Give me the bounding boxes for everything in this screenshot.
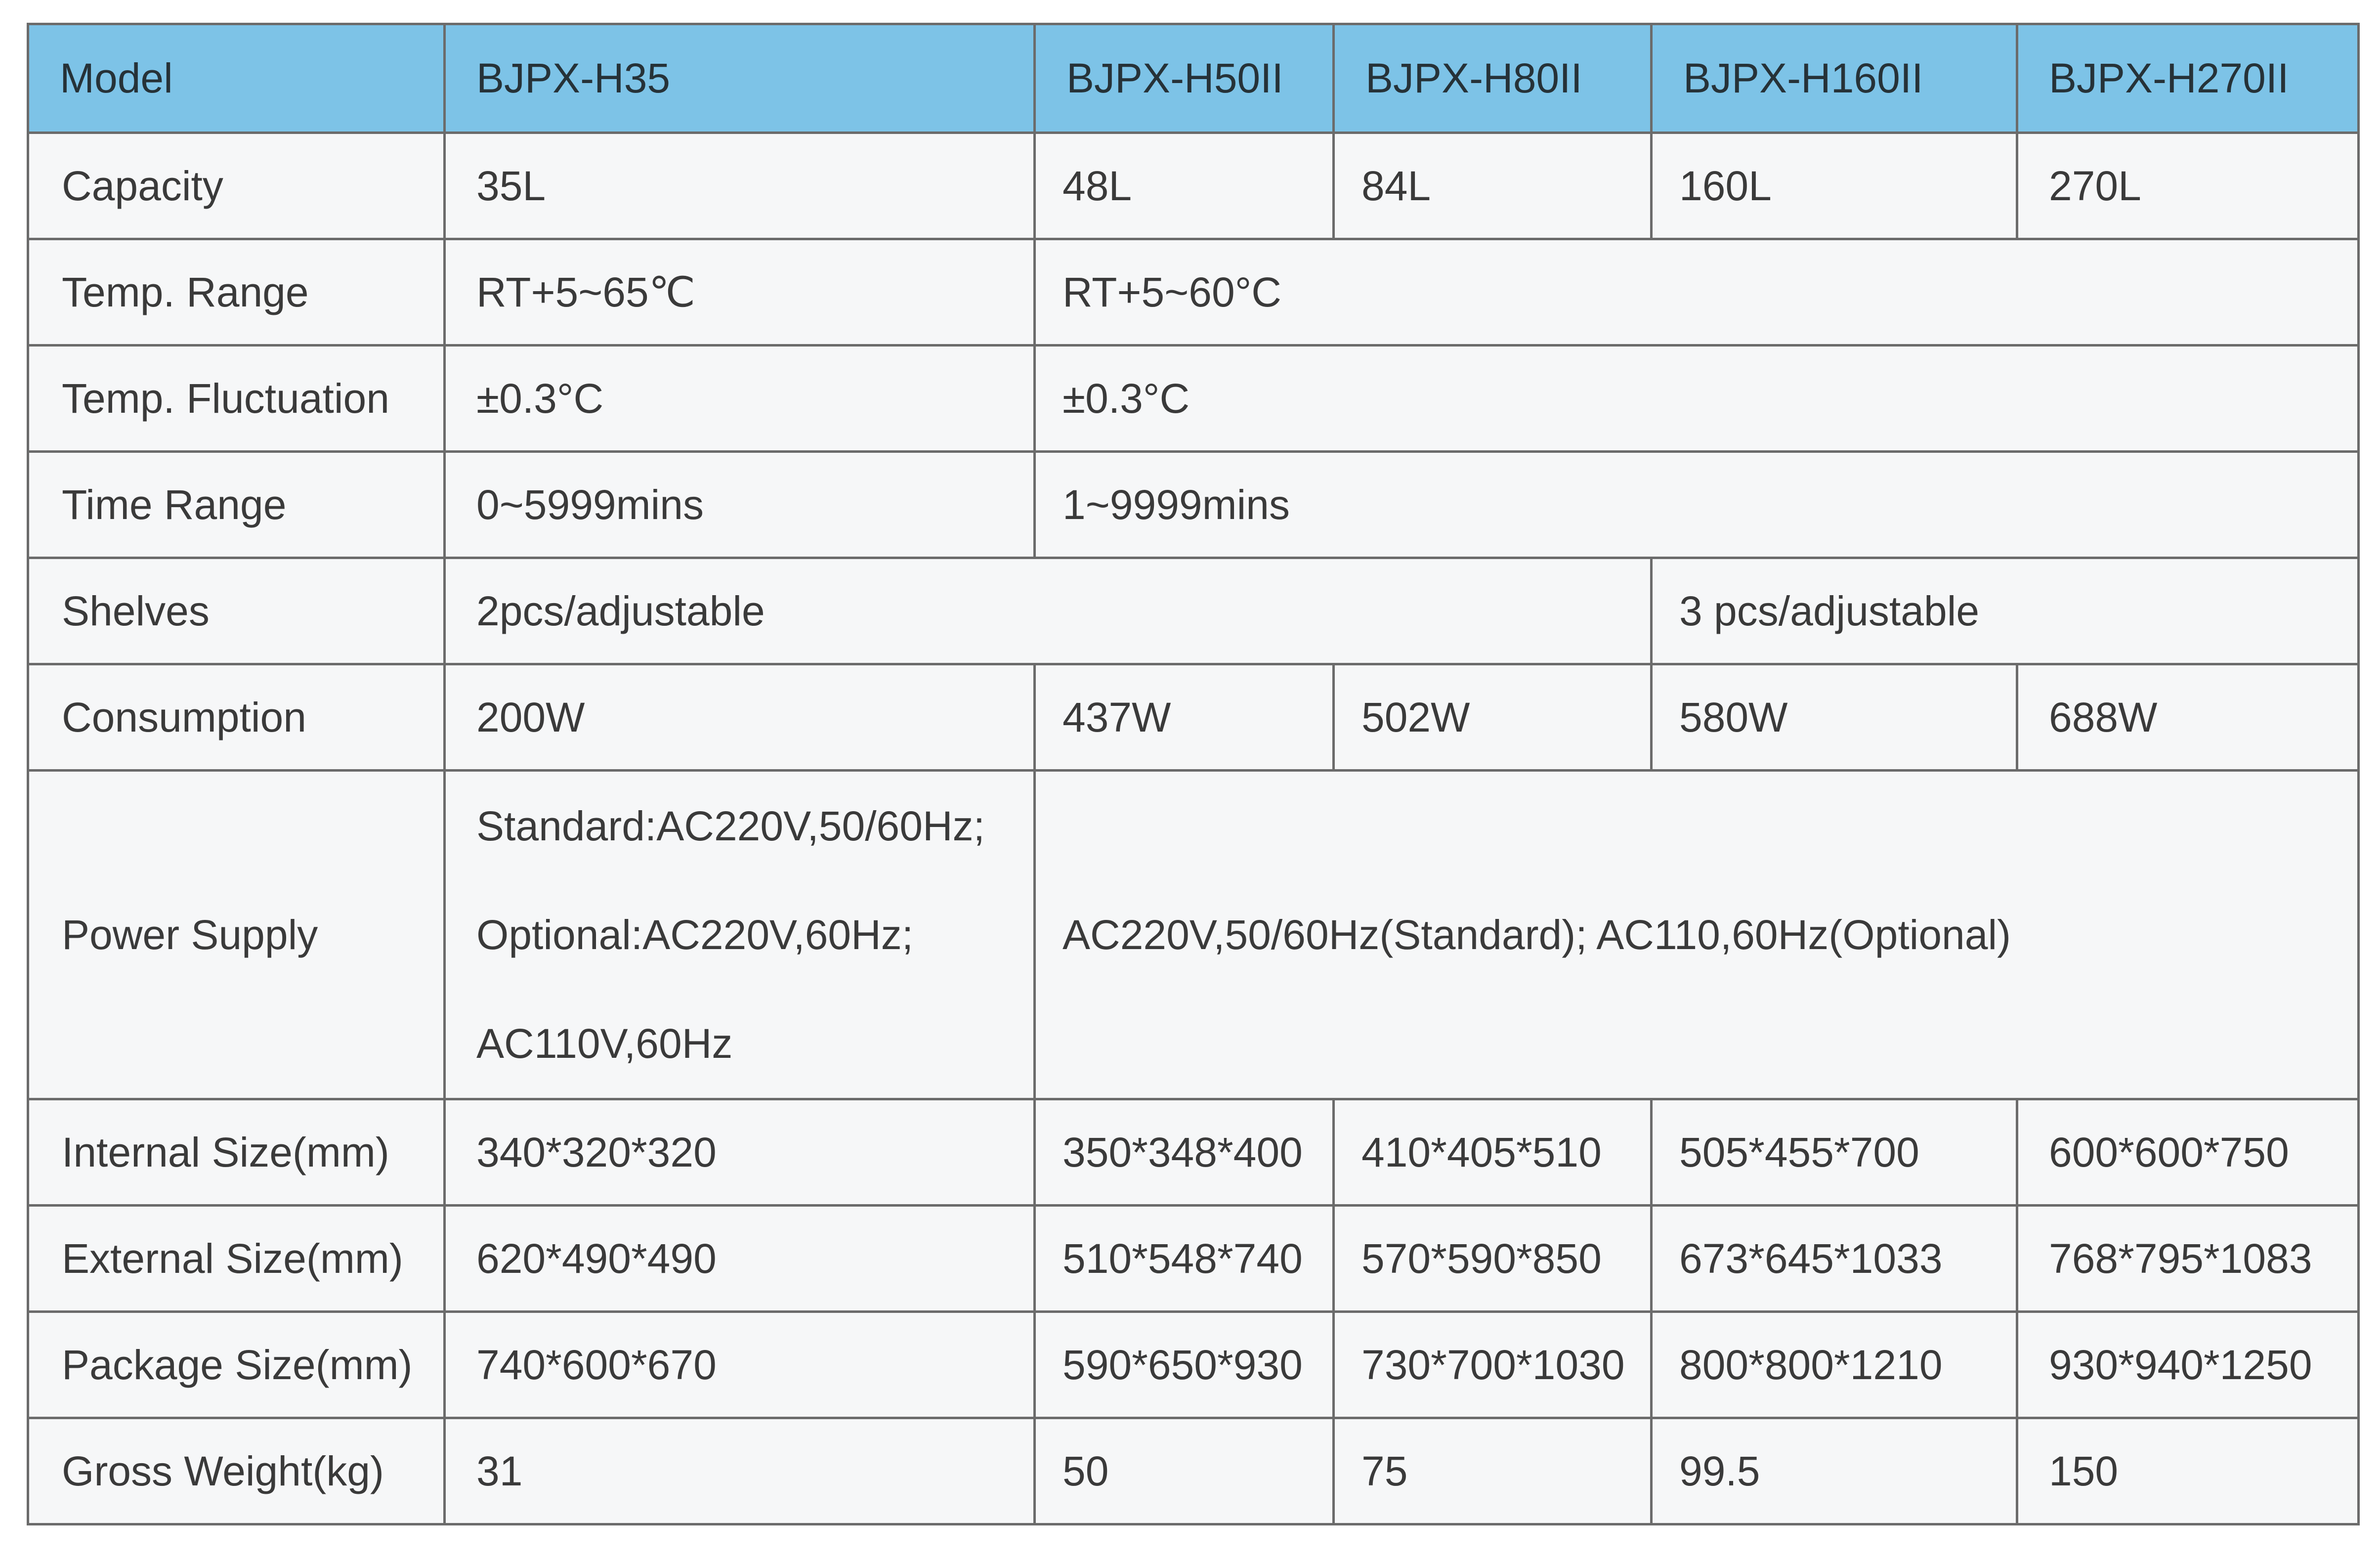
table-row-time-range (28, 452, 2359, 558)
cell-value: 580W (1652, 664, 2017, 771)
row-label: Consumption (28, 664, 445, 771)
cell-value: 35L (445, 133, 1035, 239)
table-row-capacity (28, 133, 2359, 239)
cell-value: 600*600*750 (2017, 1099, 2359, 1206)
table-header (28, 24, 2359, 133)
cell-value: ±0.3°C (445, 346, 1035, 452)
cell-value: 505*455*700 (1652, 1099, 2017, 1206)
cell-value-merged: AC220V,50/60Hz(Standard); AC110,60Hz(Optional) (1035, 771, 2359, 1099)
model-bjpx-h80ii: BJPX-H80II (1334, 24, 1652, 133)
cell-value: 800*800*1210 (1652, 1312, 2017, 1418)
table-row-internal-size (28, 1099, 2359, 1206)
header-label: Model (28, 24, 445, 133)
row-label: External Size(mm) (28, 1206, 445, 1312)
cell-value: 768*795*1083 (2017, 1206, 2359, 1312)
cell-value: 688W (2017, 664, 2359, 771)
table-row-consumption (28, 664, 2359, 771)
cell-value-merged: 3 pcs/adjustable (1652, 558, 2359, 664)
table-row-temp-range (28, 239, 2359, 346)
power-line-ac110: AC110V,60Hz (476, 1020, 733, 1067)
model-bjpx-h50ii: BJPX-H50II (1035, 24, 1334, 133)
row-label: Internal Size(mm) (28, 1099, 445, 1206)
row-label: Power Supply (28, 771, 445, 1099)
power-line-standard: Standard:AC220V,50/60Hz; (476, 803, 985, 849)
cell-value-merged: ±0.3°C (1035, 346, 2359, 452)
model-bjpx-h160ii: BJPX-H160II (1652, 24, 2017, 133)
cell-value: 673*645*1033 (1652, 1206, 2017, 1312)
table-body (28, 133, 2359, 1524)
model-bjpx-h35: BJPX-H35 (445, 24, 1035, 133)
cell-value: 740*600*670 (445, 1312, 1035, 1418)
table-row-temp-fluctuation (28, 346, 2359, 452)
cell-value: 48L (1035, 133, 1334, 239)
cell-value: 150 (2017, 1418, 2359, 1524)
header-row (28, 24, 2359, 133)
cell-value: 270L (2017, 133, 2359, 239)
cell-value-merged: RT+5~60°C (1035, 239, 2359, 346)
cell-value: 930*940*1250 (2017, 1312, 2359, 1418)
row-label: Temp. Fluctuation (28, 346, 445, 452)
row-label: Shelves (28, 558, 445, 664)
cell-value: 31 (445, 1418, 1035, 1524)
cell-value-merged: 2pcs/adjustable (445, 558, 1652, 664)
power-line-optional: Optional:AC220V,60Hz; (476, 912, 914, 958)
cell-value: 620*490*490 (445, 1206, 1035, 1312)
cell-value: RT+5~65℃ (445, 239, 1035, 346)
cell-value: 502W (1334, 664, 1652, 771)
row-label: Time Range (28, 452, 445, 558)
table-row-shelves (28, 558, 2359, 664)
row-label: Package Size(mm) (28, 1312, 445, 1418)
row-label: Gross Weight(kg) (28, 1418, 445, 1524)
cell-value: 410*405*510 (1334, 1099, 1652, 1206)
table-row-package-size (28, 1312, 2359, 1418)
table-row-gross-weight (28, 1418, 2359, 1524)
cell-value: 99.5 (1652, 1418, 2017, 1524)
cell-value: 730*700*1030 (1334, 1312, 1652, 1418)
cell-value: 50 (1035, 1418, 1334, 1524)
table-row-external-size (28, 1206, 2359, 1312)
cell-value: 350*348*400 (1035, 1099, 1334, 1206)
cell-value: 437W (1035, 664, 1334, 771)
cell-value: 570*590*850 (1334, 1206, 1652, 1312)
cell-value: 200W (445, 664, 1035, 771)
cell-value: 160L (1652, 133, 2017, 239)
cell-value: 0~5999mins (445, 452, 1035, 558)
cell-value: 340*320*320 (445, 1099, 1035, 1206)
cell-value-multiline (445, 771, 1035, 1099)
table-row-power-supply (28, 771, 2359, 1099)
row-label: Capacity (28, 133, 445, 239)
cell-value: 75 (1334, 1418, 1652, 1524)
cell-value-merged: 1~9999mins (1035, 452, 2359, 558)
cell-value: 510*548*740 (1035, 1206, 1334, 1312)
cell-value: 590*650*930 (1035, 1312, 1334, 1418)
model-bjpx-h270ii: BJPX-H270II (2017, 24, 2359, 133)
cell-value: 84L (1334, 133, 1652, 239)
spec-table (27, 23, 2360, 1525)
row-label: Temp. Range (28, 239, 445, 346)
